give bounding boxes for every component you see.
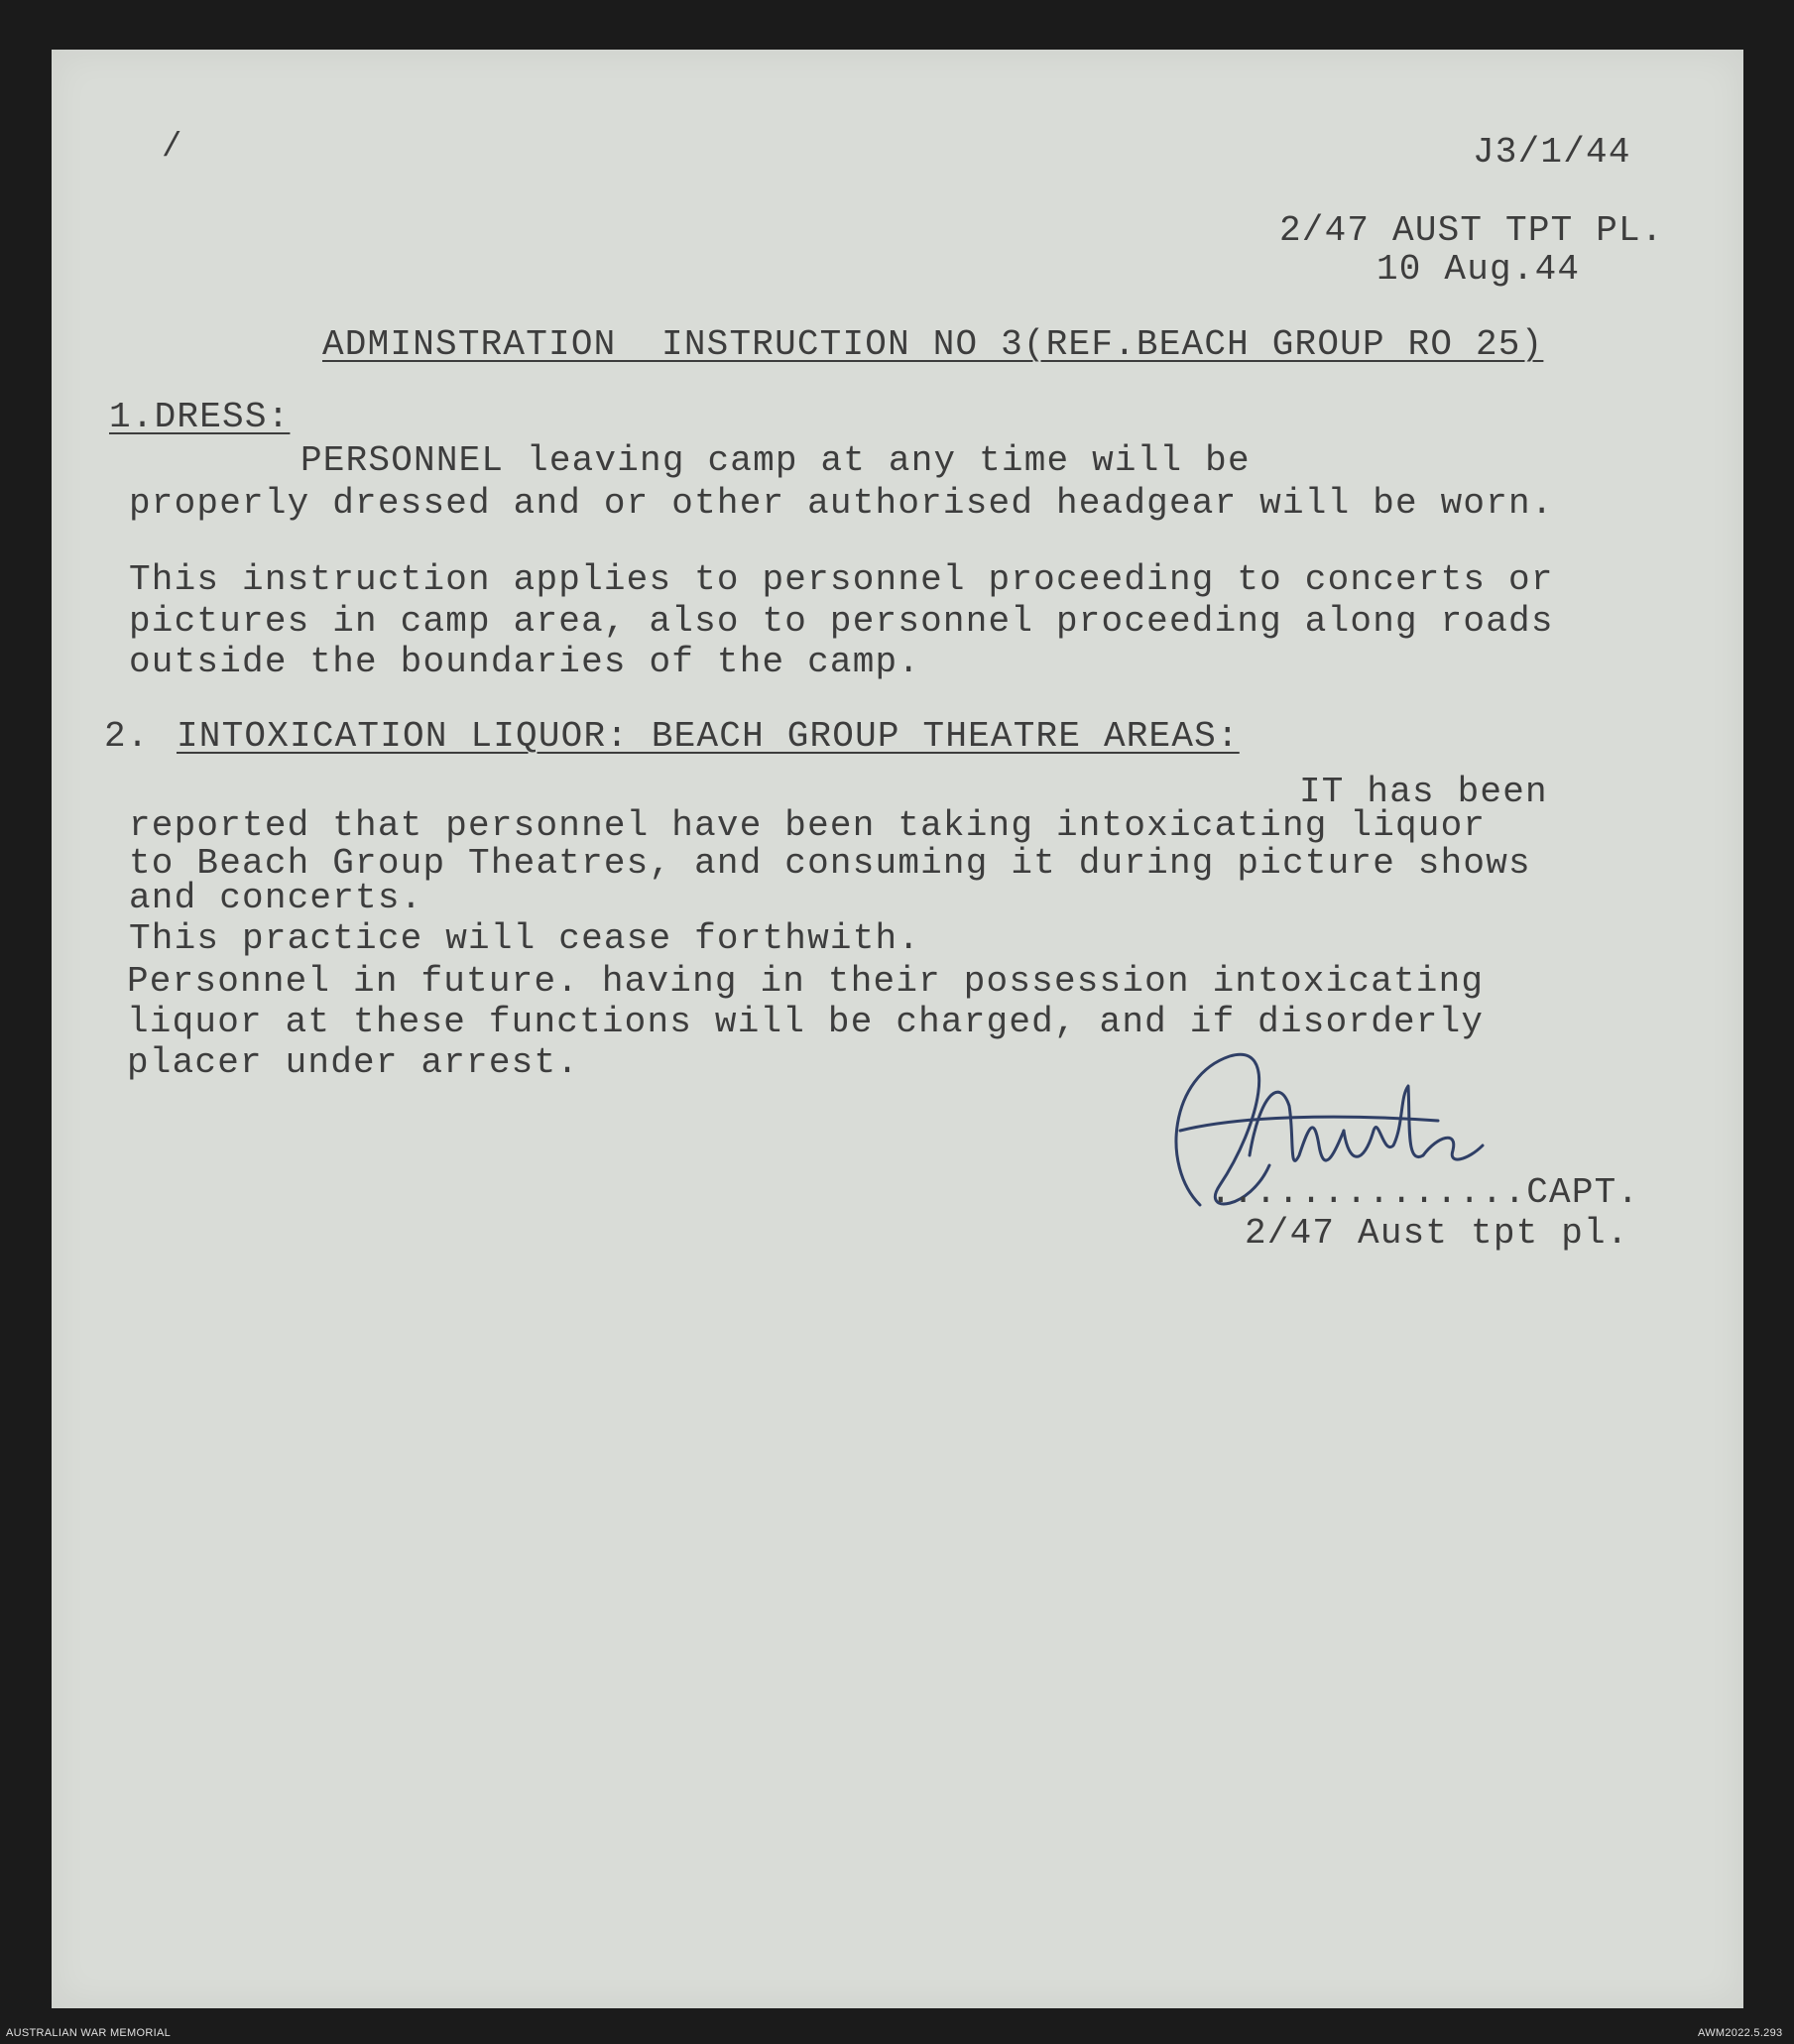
section-2-line: IT has been xyxy=(1299,772,1548,812)
section-1-heading: 1.DRESS: xyxy=(109,397,291,437)
document-date: 10 Aug.44 xyxy=(1376,249,1581,290)
section-2-number: 2. xyxy=(104,716,150,757)
footer-archive-name: AUSTRALIAN WAR MEMORIAL xyxy=(6,2027,172,2039)
document-title: ADMINSTRATION INSTRUCTION NO 3(REF.BEACH GROUP RO 25) xyxy=(322,324,1544,365)
section-2-line: This practice will cease forthwith. xyxy=(129,918,921,959)
page-mark: / xyxy=(162,129,182,167)
unit-name: 2/47 AUST TPT PL. xyxy=(1279,210,1664,251)
section-1-line: This instruction applies to personnel proceeding to concerts or xyxy=(129,559,1554,600)
section-2-line: Personnel in future. having in their possession intoxicating xyxy=(127,961,1485,1002)
section-2-line: reported that personnel have been taking intoxicating liquor xyxy=(129,805,1487,846)
section-2-line: and concerts. xyxy=(129,878,423,918)
reference-number: J3/1/44 xyxy=(1473,132,1631,173)
footer-item-number: AWM2022.5.293 xyxy=(1698,2027,1783,2039)
section-2-line: placer under arrest. xyxy=(127,1042,580,1083)
section-1-line: PERSONNEL leaving camp at any time will be xyxy=(300,440,1251,481)
section-1-line: properly dressed and or other authorised headgear will be worn. xyxy=(129,483,1554,524)
section-2-line: liquor at these functions will be charged, and if disorderly xyxy=(127,1002,1485,1042)
signature-unit-line: 2/47 Aust tpt pl. xyxy=(1245,1213,1629,1254)
section-2-line: to Beach Group Theatres, and consuming it during picture shows xyxy=(129,843,1531,884)
section-1-line: outside the boundaries of the camp. xyxy=(129,642,921,682)
section-2-heading: INTOXICATION LIQUOR: BEACH GROUP THEATRE AREAS: xyxy=(177,716,1240,757)
signature-rank-line: ..............CAPT. xyxy=(1210,1172,1640,1213)
section-1-line: pictures in camp area, also to personnel proceeding along roads xyxy=(129,601,1554,642)
